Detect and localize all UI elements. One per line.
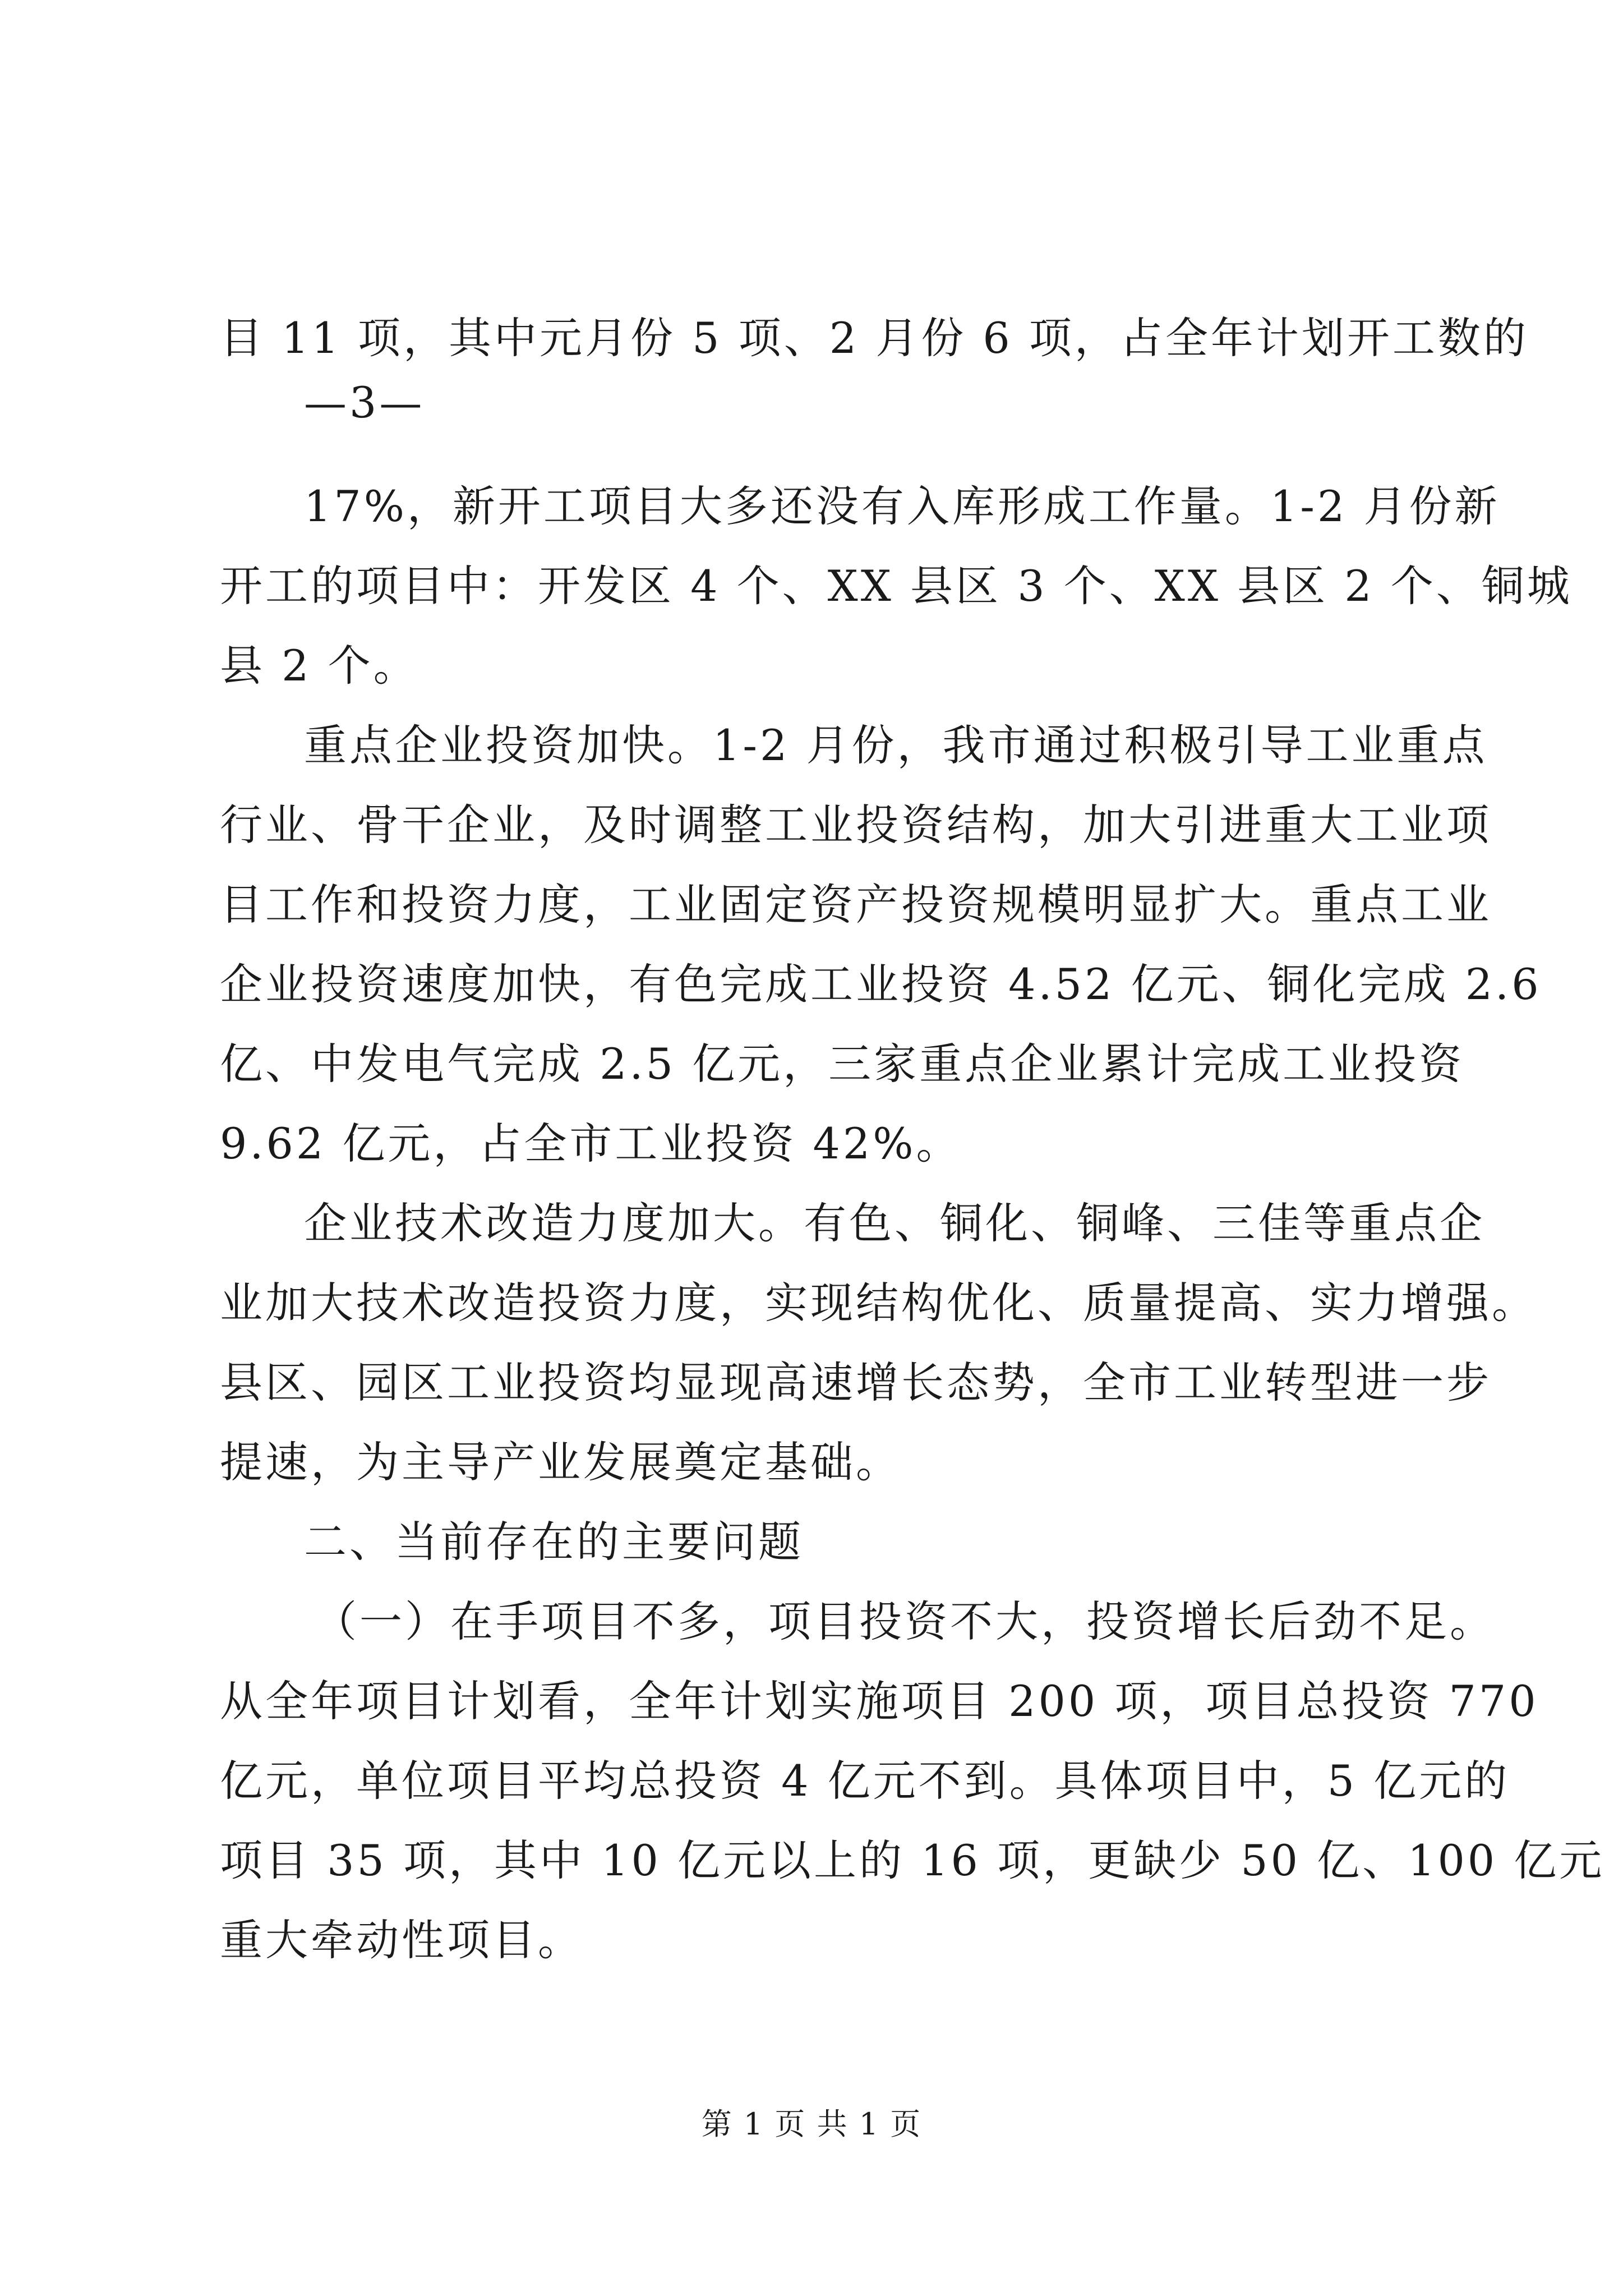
subsection-heading: （一）在手项目不多，项目投资不大，投资增长后劲不足。 [314,1596,1495,1646]
paragraph-line: 目 11 项，其中元月份 5 项、2 月份 6 项，占全年计划开工数的 [220,313,1529,363]
section-heading: 二、当前存在的主要问题 [304,1517,804,1567]
paragraph-line: 重大牵动性项目。 [220,1915,583,1965]
paragraph-line: 重点企业投资加快。1-2 月份，我市通过积极引导工业重点 [304,720,1488,770]
paragraph-line: 企业投资速度加快，有色完成工业投资 4.52 亿元、铜化完成 2.6 [220,959,1542,1009]
paragraph-line: 亿元，单位项目平均总投资 4 亿元不到。具体项目中，5 亿元的 [220,1756,1510,1806]
paragraph-line: 县区、园区工业投资均显现高速增长态势，全市工业转型进一步 [220,1358,1492,1407]
paragraph-line: 9.62 亿元，占全市工业投资 42%。 [220,1119,962,1168]
page-number-mark: —3— [304,378,425,427]
paragraph-line: 17%，新开工项目大多还没有入库形成工作量。1-2 月份新 [304,481,1500,531]
paragraph-line: 业加大技术改造投资力度，实现结构优化、质量提高、实力增强。 [220,1278,1537,1328]
page-footer: 第 1 页 共 1 页 [701,2106,922,2142]
paragraph-line: 开工的项目中：开发区 4 个、XX 县区 3 个、XX 县区 2 个、铜城 [220,561,1573,611]
paragraph-line: 从全年项目计划看，全年计划实施项目 200 项，项目总投资 770 [220,1676,1539,1726]
paragraph-line: 提速，为主导产业发展奠定基础。 [220,1437,901,1487]
paragraph-line: 亿、中发电气完成 2.5 亿元，三家重点企业累计完成工业投资 [220,1039,1465,1089]
paragraph-line: 企业技术改造力度加大。有色、铜化、铜峰、三佳等重点企 [304,1198,1485,1248]
paragraph-line: 项目 35 项，其中 10 亿元以上的 16 项，更缺少 50 亿、100 亿元 [220,1835,1605,1885]
paragraph-line: 县 2 个。 [220,641,419,691]
paragraph-line: 目工作和投资力度，工业固定资产投资规模明显扩大。重点工业 [220,880,1492,930]
paragraph-line: 行业、骨干企业，及时调整工业投资结构，加大引进重大工业项 [220,800,1492,850]
